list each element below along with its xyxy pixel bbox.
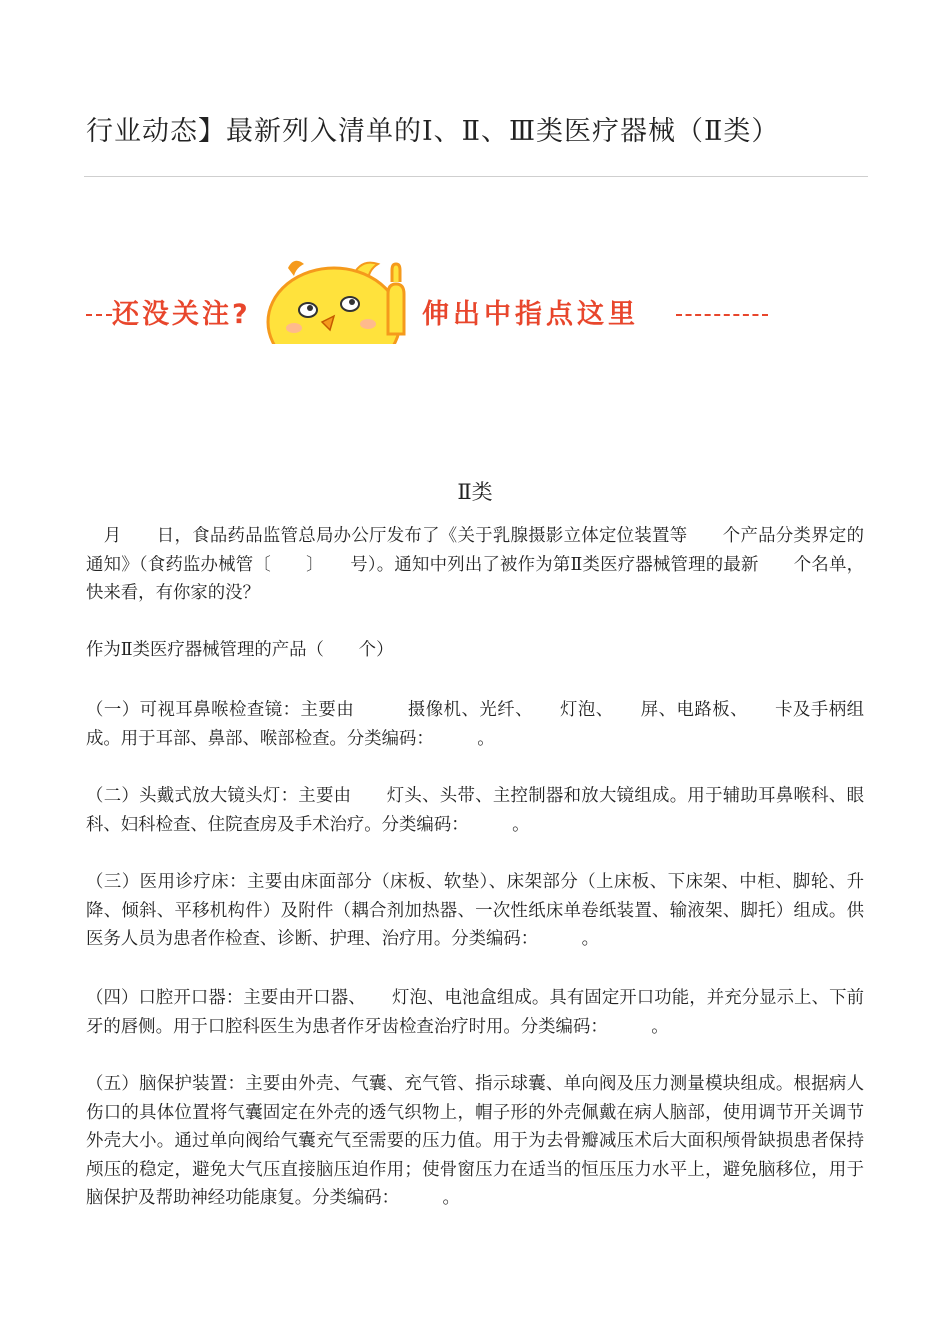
- list-heading: 作为Ⅱ类医疗器械管理的产品（ 个）: [86, 640, 394, 660]
- banner-dash-right: [676, 314, 768, 316]
- banner-dash-left: [86, 314, 112, 316]
- item-paragraph: （三）医用诊疗床：主要由床面部分（床板、软垫）、床架部分（上床板、下床架、中柜、脚轮、升降、倾斜、平移机构件）及附件（耦合剂加热器、一次性纸床单卷纸装置、输液架、脚托）组成。供医务人员为患者作检查、诊断、护理、治疗用。分类编码： 。: [86, 872, 864, 949]
- item-paragraph: （五）脑保护装置：主要由外壳、气囊、充气管、指示球囊、单向阀及压力测量模块组成。根据病人伤口的具体位置将气囊固定在外壳的透气织物上，帽子形的外壳佩戴在病人脑部，使用调节开关调节外壳大小。通过单向阀给气囊充气至需要的压力值。用于为去骨瓣减压术后大面积颅骨缺损患者保持颅压的稳定，避免大气压直接脑压迫作用；使骨窗压力在适当的恒压压力水平上，避免脑移位，用于脑保护及帮助神经功能康复。分类编码： 。: [86, 1074, 864, 1208]
- mascot-chick-icon: [264, 252, 424, 344]
- banner-right-text: 伸出中指点这里: [422, 299, 639, 330]
- section-heading: Ⅱ类: [457, 480, 493, 504]
- page-title: 行业动态】最新列入清单的Ⅰ、Ⅱ、Ⅲ类医疗器械（Ⅱ类）: [86, 116, 780, 147]
- intro-paragraph: 月 日，食品药品监管总局办公厅发布了《关于乳腺摄影立体定位装置等 个产品分类界定的通知》（食药监办械管〔 〕 号）。通知中列出了被作为第Ⅱ类医疗器械管理的最新 个名单，快来看，有你家的没？: [86, 526, 864, 603]
- item-paragraph: （二）头戴式放大镜头灯：主要由 灯头、头带、主控制器和放大镜组成。用于辅助耳鼻喉科、眼科、妇科检查、住院查房及手术治疗。分类编码： 。: [86, 786, 864, 835]
- item-paragraph: （四）口腔开口器：主要由开口器、 灯泡、电池盒组成。具有固定开口功能，并充分显示上、下前牙的唇侧。用于口腔科医生为患者作牙齿检查治疗时用。分类编码： 。: [86, 988, 864, 1037]
- item-paragraph: （一）可视耳鼻喉检查镜：主要由 摄像机、光纤、 灯泡、 屏、电路板、 卡及手柄组成。用于耳部、鼻部、喉部检查。分类编码： 。: [86, 700, 864, 749]
- banner-left-text: 还没关注?: [112, 299, 251, 330]
- follow-banner[interactable]: [84, 252, 774, 344]
- title-divider: [84, 176, 868, 177]
